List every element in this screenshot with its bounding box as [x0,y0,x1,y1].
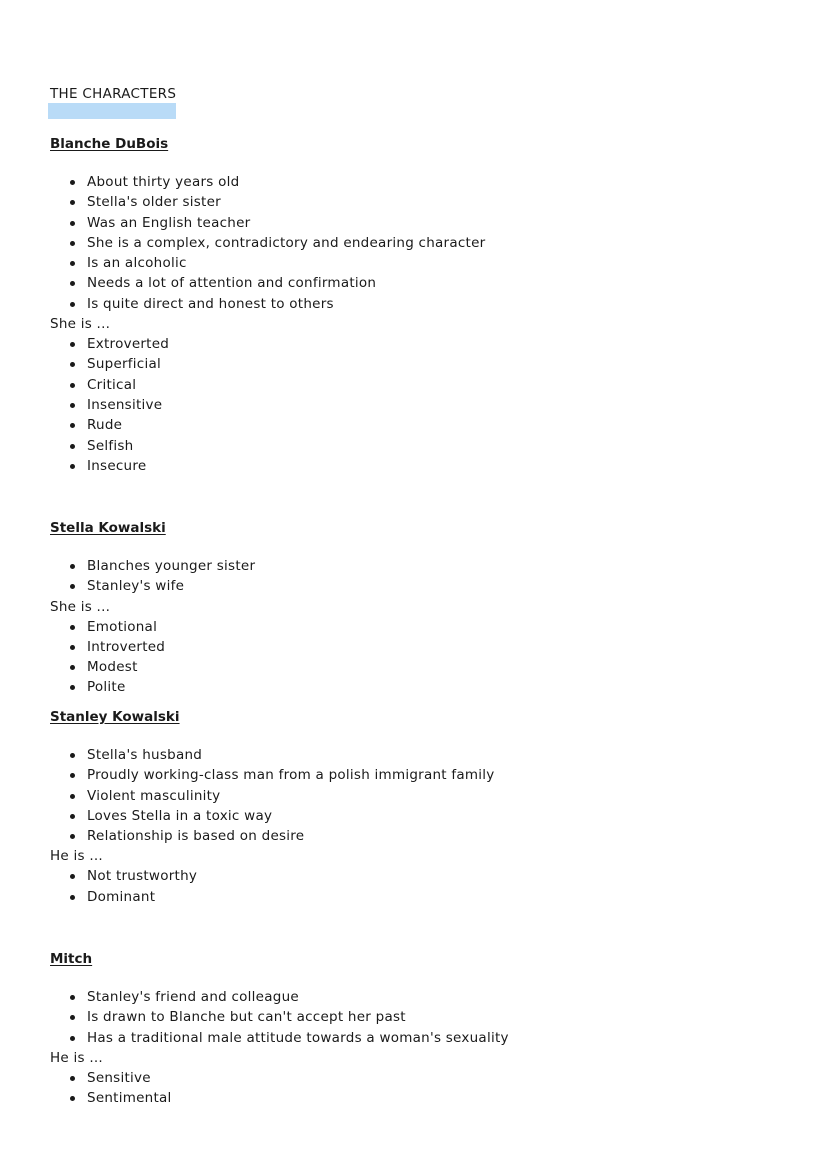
list-item: Loves Stella in a toxic way [50,806,750,826]
section-stella [50,520,750,698]
list-item: Introverted [50,637,750,657]
list-item: Dominant [50,887,750,907]
traits-intro: He is ... [50,1049,103,1066]
section-stanley [50,709,750,907]
trait-list [50,334,750,476]
trait-list [50,617,750,698]
list-item: Emotional [50,617,750,637]
fact-list [50,172,750,314]
title-highlight [48,103,176,119]
list-item: Extroverted [50,334,750,354]
list-item: Insecure [50,456,750,476]
list-item: Violent masculinity [50,786,750,806]
section-heading: Mitch [50,951,93,967]
list-item: Proudly working-class man from a polish immigrant family [50,765,750,785]
list-item: Is drawn to Blanche but can't accept her past [50,1007,750,1027]
list-item: Polite [50,677,750,697]
list-item: Modest [50,657,750,677]
list-item: Sensitive [50,1068,750,1088]
section-heading: Stanley Kowalski [50,709,180,725]
section-blanche [50,136,750,476]
list-item: Critical [50,375,750,395]
list-item: Was an English teacher [50,213,750,233]
list-item: Has a traditional male attitude towards a woman's sexuality [50,1028,750,1048]
list-item: Stella's older sister [50,192,750,212]
list-item: Is quite direct and honest to others [50,294,750,314]
list-item: Not trustworthy [50,866,750,886]
section-heading: Blanche DuBois [50,136,169,152]
list-item: Is an alcoholic [50,253,750,273]
section-mitch [50,951,750,1108]
list-item: Stanley's wife [50,576,750,596]
list-item: Relationship is based on desire [50,826,750,846]
trait-list [50,866,750,907]
traits-intro: He is ... [50,848,103,865]
fact-list [50,556,750,597]
list-item: Stella's husband [50,745,750,765]
list-item: She is a complex, contradictory and endearing character [50,233,750,253]
list-item: Needs a lot of attention and confirmation [50,273,750,293]
list-item: Selfish [50,436,750,456]
list-item: Superficial [50,354,750,374]
fact-list [50,987,750,1048]
list-item: Sentimental [50,1088,750,1108]
list-item: Rude [50,415,750,435]
list-item: Insensitive [50,395,750,415]
traits-intro: She is ... [50,598,111,615]
fact-list [50,745,750,846]
list-item: Blanches younger sister [50,556,750,576]
list-item: About thirty years old [50,172,750,192]
page-title: THE CHARACTERS [50,86,177,102]
trait-list [50,1068,750,1109]
traits-intro: She is ... [50,316,111,333]
section-heading: Stella Kowalski [50,520,166,536]
list-item: Stanley's friend and colleague [50,987,750,1007]
